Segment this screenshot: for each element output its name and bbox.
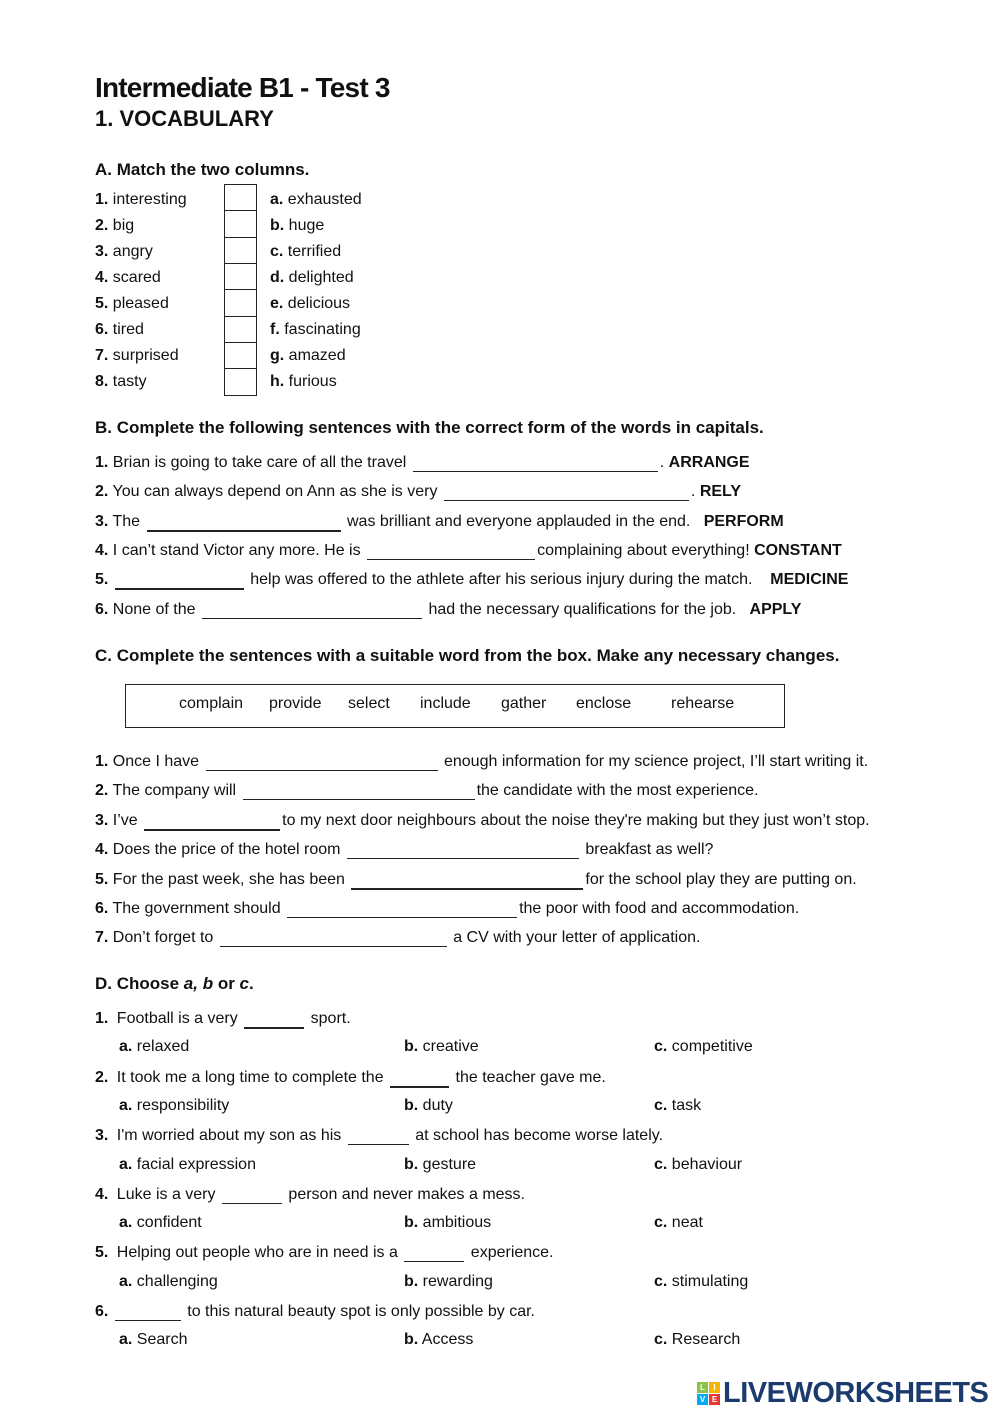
box-word: gather	[501, 695, 547, 712]
question-item	[95, 1009, 351, 1029]
option-text: responsibility	[136, 1096, 230, 1114]
option-letter: b.	[404, 1214, 419, 1232]
sentence-text: Don’t forget to	[112, 929, 214, 947]
question-text: I'm worried about my son as his	[116, 1127, 342, 1145]
answer-blank[interactable]	[413, 455, 658, 472]
sentence-text: You can always depend on Ann as she is very	[112, 483, 438, 501]
match-left-item	[95, 217, 134, 235]
item-number: 2.	[95, 483, 109, 501]
sentence-text: The government should	[112, 900, 281, 917]
option-c[interactable]	[654, 1214, 703, 1232]
keyword: PERFORM	[703, 512, 784, 530]
item-number: 1.	[95, 191, 109, 208]
item-number: 1.	[95, 454, 109, 471]
item-number: 7.	[95, 929, 109, 947]
item-word: interesting	[112, 191, 187, 208]
item-letter: g.	[270, 347, 285, 364]
option-text: Access	[421, 1331, 474, 1349]
option-a[interactable]	[119, 1214, 202, 1232]
option-text: behaviour	[671, 1155, 743, 1173]
question-text: person and never makes a mess.	[288, 1185, 525, 1203]
match-left-item	[95, 347, 179, 365]
match-right-item	[270, 321, 361, 339]
heading-text: a, b	[183, 974, 214, 993]
option-c[interactable]	[654, 1038, 753, 1056]
answer-box[interactable]	[224, 210, 257, 238]
sentence-text: .	[690, 483, 696, 501]
answer-blank[interactable]	[144, 813, 280, 831]
item-letter: d.	[270, 269, 285, 286]
answer-blank[interactable]	[115, 1304, 181, 1321]
question-text: to this natural beauty spot is only possible by car.	[187, 1303, 535, 1320]
sentence-text: the candidate with the most experience.	[476, 782, 759, 800]
question-text: Luke is a very	[116, 1185, 216, 1203]
item-number: 6.	[95, 600, 109, 618]
heading-text: or	[213, 974, 240, 993]
answer-box[interactable]	[224, 316, 257, 344]
item-number: 8.	[95, 373, 109, 390]
sentence-text: a CV with your letter of application.	[453, 929, 701, 947]
option-letter: c.	[654, 1155, 668, 1173]
box-word: select	[348, 695, 390, 712]
question-item	[95, 1185, 525, 1205]
section-d-heading	[95, 974, 254, 994]
answer-blank[interactable]	[404, 1245, 464, 1262]
logo-tile: E	[709, 1394, 720, 1405]
option-letter: b.	[404, 1038, 419, 1056]
section-b-heading: B. Complete the following sentences with the correct form of the words in capitals.	[95, 418, 764, 437]
sentence-text: Brian is going to take care of all the travel	[112, 454, 407, 471]
sentence-item	[95, 570, 848, 590]
section-a-heading: A. Match the two columns.	[95, 160, 310, 179]
item-letter: a.	[270, 191, 284, 208]
sentence-text: Once I have	[112, 753, 200, 770]
worksheet-title: Intermediate B1 - Test 3	[95, 72, 390, 103]
match-left-item	[95, 243, 153, 261]
item-number: 4.	[95, 841, 109, 859]
item-letter: b.	[270, 217, 285, 234]
sentence-item	[95, 781, 759, 801]
sentence-text: For the past week, she has been	[112, 870, 345, 888]
sentence-text: .	[659, 454, 665, 471]
liveworksheets-logo	[697, 1377, 988, 1410]
sentence-item	[95, 600, 801, 620]
sentence-text: help was offered to the athlete after his serious injury during the match.	[250, 571, 753, 589]
match-left-item	[95, 295, 169, 313]
option-text: stimulating	[671, 1272, 749, 1290]
match-right-item	[270, 295, 350, 313]
answer-box[interactable]	[224, 368, 257, 396]
item-letter: e.	[270, 295, 284, 312]
option-text: Research	[671, 1331, 741, 1349]
match-right-item	[270, 191, 362, 209]
item-number: 2.	[95, 782, 109, 800]
option-letter: a.	[119, 1155, 133, 1173]
item-word: scared	[112, 269, 161, 286]
spacer	[752, 571, 770, 588]
item-number: 4.	[95, 1185, 109, 1203]
question-text: Football is a very	[116, 1010, 238, 1027]
sentence-text: I can’t stand Victor any more. He is	[112, 541, 361, 559]
item-number: 3.	[95, 512, 109, 530]
match-right-item	[270, 347, 346, 365]
item-letter: h.	[270, 373, 285, 390]
option-letter: a.	[119, 1096, 133, 1114]
keyword: MEDICINE	[770, 571, 849, 589]
logo-tile: I	[709, 1382, 720, 1393]
sentence-text: Does the price of the hotel room	[112, 841, 341, 859]
match-left-item	[95, 191, 187, 209]
sentence-item	[95, 512, 784, 532]
match-right-item	[270, 373, 337, 391]
item-number: 4.	[95, 269, 109, 286]
heading-text: .	[249, 974, 254, 993]
item-word: angry	[112, 243, 153, 260]
sentence-text: None of the	[112, 600, 196, 618]
option-letter: b.	[404, 1096, 419, 1114]
item-word: pleased	[112, 295, 169, 312]
answer-blank[interactable]	[444, 484, 689, 501]
answer-blank[interactable]	[206, 754, 438, 771]
keyword: RELY	[699, 483, 742, 501]
answer-blank[interactable]	[220, 930, 447, 947]
item-number: 5.	[95, 295, 109, 312]
option-a[interactable]	[119, 1331, 188, 1349]
spacer	[690, 513, 703, 530]
answer-blank[interactable]	[244, 1011, 304, 1029]
option-letter: c.	[654, 1331, 668, 1349]
option-text: challenging	[136, 1272, 218, 1290]
logo-text: LIVEWORKSHEETS	[723, 1377, 989, 1409]
match-left-item	[95, 321, 144, 339]
option-letter: c.	[654, 1214, 668, 1232]
answer-blank[interactable]	[243, 783, 475, 800]
item-number: 5.	[95, 1244, 109, 1262]
item-number: 6.	[95, 900, 109, 917]
answer-blank[interactable]	[287, 901, 517, 918]
sentence-text: to my next door neighbours about the noise they're making but they just won’t stop.	[282, 811, 870, 829]
item-number: 3.	[95, 1127, 109, 1145]
question-text: the teacher gave me.	[455, 1068, 606, 1086]
question-text: Helping out people who are in need is a	[116, 1244, 398, 1262]
option-text: Search	[136, 1331, 188, 1349]
sentence-text: the poor with food and accommodation.	[519, 900, 800, 917]
match-right-item	[270, 243, 341, 261]
sentence-text: I’ve	[112, 811, 138, 829]
sentence-text: was brilliant and everyone applauded in the end.	[346, 512, 691, 530]
option-a[interactable]	[119, 1097, 229, 1115]
section-title: 1. VOCABULARY	[95, 106, 274, 131]
answer-blank[interactable]	[390, 1070, 449, 1088]
keyword: ARRANGE	[668, 454, 750, 471]
answer-box[interactable]	[224, 237, 257, 265]
sentence-text: enough information for my science project, I’ll start writing it.	[443, 753, 869, 770]
match-right-item	[270, 269, 354, 287]
sentence-item	[95, 453, 750, 473]
item-number: 7.	[95, 347, 109, 364]
option-a[interactable]	[119, 1156, 256, 1174]
answer-blank[interactable]	[147, 514, 341, 532]
sentence-text: breakfast as well?	[585, 841, 714, 859]
option-letter: a.	[119, 1038, 133, 1056]
option-letter: a.	[119, 1272, 133, 1290]
item-word: terrified	[287, 243, 342, 260]
option-letter: c.	[654, 1272, 668, 1290]
sentence-text: complaining about everything!	[537, 541, 750, 559]
sentence-item	[95, 899, 799, 919]
option-c[interactable]	[654, 1331, 740, 1349]
option-text: ambitious	[422, 1214, 492, 1232]
option-b[interactable]	[404, 1097, 453, 1115]
question-text: It took me a long time to complete the	[116, 1068, 384, 1086]
logo-tiles-icon	[697, 1382, 720, 1405]
option-letter: b.	[404, 1331, 419, 1349]
option-letter: a.	[119, 1214, 133, 1232]
item-word: big	[112, 217, 135, 234]
answer-blank[interactable]	[367, 543, 535, 560]
answer-blank[interactable]	[115, 572, 244, 590]
option-b[interactable]	[404, 1156, 476, 1174]
match-right-item	[270, 217, 324, 235]
option-b[interactable]	[404, 1273, 493, 1291]
sentence-item	[95, 870, 857, 890]
item-word: delicious	[287, 295, 351, 312]
option-letter: c.	[654, 1038, 668, 1056]
option-a[interactable]	[119, 1273, 218, 1291]
box-word: enclose	[576, 695, 632, 712]
option-c[interactable]	[654, 1273, 748, 1291]
item-number: 6.	[95, 321, 109, 338]
answer-box[interactable]	[224, 342, 257, 370]
answer-blank[interactable]	[222, 1187, 282, 1204]
item-word: surprised	[112, 347, 179, 364]
spacer	[736, 601, 749, 618]
option-b[interactable]	[404, 1331, 473, 1349]
item-number: 5.	[95, 870, 109, 888]
sentence-text: had the necessary qualifications for the job.	[428, 600, 737, 618]
item-number: 6.	[95, 1303, 109, 1320]
answer-box[interactable]	[224, 263, 257, 291]
item-number: 2.	[95, 1068, 109, 1086]
option-a[interactable]	[119, 1038, 189, 1056]
sentence-item	[95, 811, 870, 831]
answer-blank[interactable]	[347, 842, 579, 859]
option-letter: b.	[404, 1155, 419, 1173]
keyword: APPLY	[749, 600, 802, 618]
option-text: relaxed	[136, 1038, 190, 1056]
heading-text: D. Choose	[95, 974, 184, 993]
match-left-item	[95, 269, 161, 287]
option-text: duty	[422, 1096, 453, 1114]
item-number: 2.	[95, 217, 109, 234]
option-b[interactable]	[404, 1214, 491, 1232]
section-c-heading: C. Complete the sentences with a suitable word from the box. Make any necessary changes.	[95, 646, 840, 665]
option-c[interactable]	[654, 1097, 701, 1115]
question-item	[95, 1243, 554, 1263]
item-word: tasty	[112, 373, 147, 390]
option-text: creative	[422, 1038, 479, 1056]
option-text: facial expression	[136, 1155, 256, 1173]
word-box	[125, 684, 785, 728]
option-letter: c.	[654, 1096, 668, 1114]
heading-text: c	[239, 974, 250, 993]
sentence-item	[95, 928, 700, 948]
keyword: CONSTANT	[754, 541, 842, 559]
option-text: gesture	[422, 1155, 477, 1173]
logo-tile: L	[697, 1382, 708, 1393]
item-number: 1.	[95, 1010, 109, 1027]
item-word: exhausted	[287, 191, 362, 208]
item-word: furious	[288, 373, 337, 390]
question-item	[95, 1302, 535, 1322]
item-word: fascinating	[284, 321, 361, 338]
option-letter: b.	[404, 1272, 419, 1290]
question-item	[95, 1068, 606, 1088]
option-text: neat	[671, 1214, 703, 1232]
answer-blank[interactable]	[202, 602, 422, 619]
item-letter: f.	[270, 321, 280, 338]
option-text: rewarding	[422, 1272, 493, 1290]
question-text: at school has become worse lately.	[415, 1127, 664, 1145]
box-word: provide	[269, 695, 322, 712]
box-word: complain	[179, 695, 244, 712]
item-number: 4.	[95, 541, 109, 559]
option-text: competitive	[671, 1038, 753, 1056]
option-letter: a.	[119, 1331, 133, 1349]
option-b[interactable]	[404, 1038, 479, 1056]
item-number: 3.	[95, 243, 109, 260]
answer-box[interactable]	[224, 184, 257, 212]
item-number: 1.	[95, 753, 109, 770]
item-word: amazed	[288, 347, 346, 364]
option-c[interactable]	[654, 1156, 742, 1174]
sentence-item	[95, 752, 868, 772]
question-text: experience.	[470, 1244, 554, 1262]
sentence-text: The	[112, 512, 141, 530]
sentence-text: for the school play they are putting on.	[585, 870, 857, 888]
item-number: 5.	[95, 571, 109, 589]
answer-blank[interactable]	[348, 1128, 409, 1145]
item-word: delighted	[288, 269, 354, 286]
sentence-item	[95, 541, 842, 561]
item-number: 3.	[95, 811, 109, 829]
match-left-item	[95, 373, 147, 391]
answer-box[interactable]	[224, 289, 257, 317]
question-text: sport.	[310, 1010, 351, 1027]
logo-tile: V	[697, 1394, 708, 1405]
answer-blank[interactable]	[351, 872, 583, 890]
question-item	[95, 1126, 663, 1146]
option-text: confident	[136, 1214, 202, 1232]
sentence-item	[95, 840, 713, 860]
item-word: huge	[288, 217, 325, 234]
option-text: task	[671, 1096, 702, 1114]
item-letter: c.	[270, 243, 284, 260]
box-word: include	[420, 695, 471, 712]
sentence-item	[95, 482, 741, 502]
item-word: tired	[112, 321, 144, 338]
sentence-text: The company will	[112, 782, 237, 800]
box-word: rehearse	[671, 695, 735, 712]
